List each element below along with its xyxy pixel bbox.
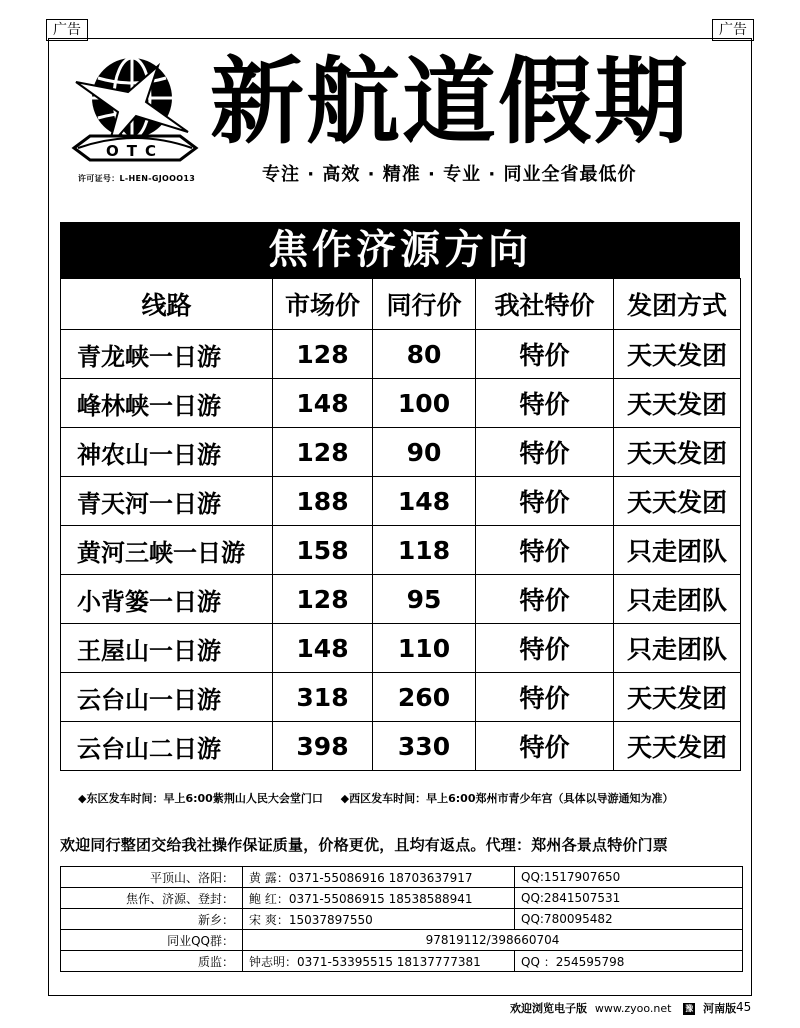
peer-price: 90 <box>373 428 476 477</box>
contact-person: 鲍 红：0371-55086915 18538588941 <box>243 888 515 909</box>
price-table-header <box>61 279 741 330</box>
header-market-price: 市场价 <box>273 279 373 330</box>
page-number: 45 <box>736 1000 752 1014</box>
peer-price: 330 <box>373 722 476 771</box>
header-special-price: 我社特价 <box>476 279 614 330</box>
table-row <box>61 477 741 526</box>
peer-price: 100 <box>373 379 476 428</box>
route-name: 神农山一日游 <box>61 428 273 477</box>
market-price: 148 <box>273 379 373 428</box>
special-price: 特价 <box>476 624 614 673</box>
route-section-title: 焦作济源方向 <box>60 222 740 278</box>
globe-star-logo-icon <box>70 52 200 170</box>
special-price: 特价 <box>476 379 614 428</box>
slogan: 专注 · 高效 · 精准 · 专业 · 同业全省最低价 <box>262 164 637 185</box>
table-row <box>61 951 743 972</box>
table-row <box>61 722 741 771</box>
market-price: 128 <box>273 428 373 477</box>
special-price: 特价 <box>476 526 614 575</box>
departure-mode: 天天发团 <box>614 379 741 428</box>
departure-mode: 天天发团 <box>614 428 741 477</box>
special-price: 特价 <box>476 330 614 379</box>
contact-qq: QQ:1517907650 <box>515 867 743 888</box>
welcome-message: 欢迎同行整团交给我社操作保证质量，价格更优，且均有返点。代理：郑州各景点特价门票 <box>60 836 669 854</box>
price-table <box>60 278 741 771</box>
west-departure: ◆西区发车时间：早上6:00郑州市青少年宫（具体以导游通知为准） <box>340 792 674 805</box>
table-row <box>61 575 741 624</box>
departure-mode: 天天发团 <box>614 673 741 722</box>
route-name: 王屋山一日游 <box>61 624 273 673</box>
market-price: 158 <box>273 526 373 575</box>
departure-mode: 天天发团 <box>614 477 741 526</box>
route-name: 青龙峡一日游 <box>61 330 273 379</box>
peer-price: 80 <box>373 330 476 379</box>
qq-group-number: 97819112/398660704 <box>243 930 743 951</box>
peer-price: 118 <box>373 526 476 575</box>
contact-area: 平顶山、洛阳： <box>61 867 243 888</box>
special-price: 特价 <box>476 722 614 771</box>
departure-mode: 只走团队 <box>614 624 741 673</box>
market-price: 128 <box>273 575 373 624</box>
peer-price: 148 <box>373 477 476 526</box>
contact-area: 同业QQ群： <box>61 930 243 951</box>
edition-badge-icon: 豫 <box>685 1004 694 1013</box>
contact-qq: QQ:780095482 <box>515 909 743 930</box>
contact-qq: QQ ：254595798 <box>515 951 743 972</box>
footer-edition: 河南版 <box>703 1002 737 1015</box>
table-row <box>61 526 741 575</box>
contact-table <box>60 866 743 972</box>
route-name: 云台山二日游 <box>61 722 273 771</box>
brand-name: 新航道假期 <box>210 48 691 157</box>
peer-price: 95 <box>373 575 476 624</box>
ad-label-right: 广告 <box>712 19 754 41</box>
departure-mode: 只走团队 <box>614 575 741 624</box>
departure-mode: 天天发团 <box>614 722 741 771</box>
market-price: 318 <box>273 673 373 722</box>
table-row <box>61 379 741 428</box>
logo-text: OTC <box>106 142 164 160</box>
footer-welcome: 欢迎浏览电子版 <box>510 1002 587 1015</box>
table-row <box>61 930 743 951</box>
market-price: 148 <box>273 624 373 673</box>
departure-times <box>78 790 688 806</box>
table-row <box>61 428 741 477</box>
route-name: 云台山一日游 <box>61 673 273 722</box>
table-row <box>61 330 741 379</box>
route-name: 黄河三峡一日游 <box>61 526 273 575</box>
departure-mode: 天天发团 <box>614 330 741 379</box>
contact-qq: QQ:2841507531 <box>515 888 743 909</box>
header-route: 线路 <box>61 279 273 330</box>
contact-area: 焦作、济源、登封： <box>61 888 243 909</box>
contact-area: 质监： <box>61 951 243 972</box>
special-price: 特价 <box>476 575 614 624</box>
peer-price: 260 <box>373 673 476 722</box>
contact-person: 钟志明：0371-53395515 18137777381 <box>243 951 515 972</box>
table-row <box>61 673 741 722</box>
route-name: 小背篓一日游 <box>61 575 273 624</box>
route-name: 峰林峡一日游 <box>61 379 273 428</box>
special-price: 特价 <box>476 477 614 526</box>
east-departure: ◆东区发车时间：早上6:00紫荆山人民大会堂门口 <box>78 792 323 805</box>
route-name: 青天河一日游 <box>61 477 273 526</box>
table-row <box>61 624 741 673</box>
contact-person: 黄 露：0371-55086916 18703637917 <box>243 867 515 888</box>
table-row <box>61 867 743 888</box>
contact-person: 宋 爽：15037897550 <box>243 909 515 930</box>
header-departure-mode: 发团方式 <box>614 279 741 330</box>
license-number: 许可证号：L-HEN-GJOOO13 <box>78 174 196 183</box>
footer-site-link[interactable]: www.zyoo.net <box>594 1002 672 1015</box>
ad-label-left: 广告 <box>46 19 88 41</box>
table-row <box>61 909 743 930</box>
market-price: 188 <box>273 477 373 526</box>
special-price: 特价 <box>476 428 614 477</box>
table-row <box>61 888 743 909</box>
contact-area: 新乡： <box>61 909 243 930</box>
peer-price: 110 <box>373 624 476 673</box>
market-price: 128 <box>273 330 373 379</box>
footer <box>510 1000 736 1016</box>
market-price: 398 <box>273 722 373 771</box>
special-price: 特价 <box>476 673 614 722</box>
departure-mode: 只走团队 <box>614 526 741 575</box>
header-peer-price: 同行价 <box>373 279 476 330</box>
